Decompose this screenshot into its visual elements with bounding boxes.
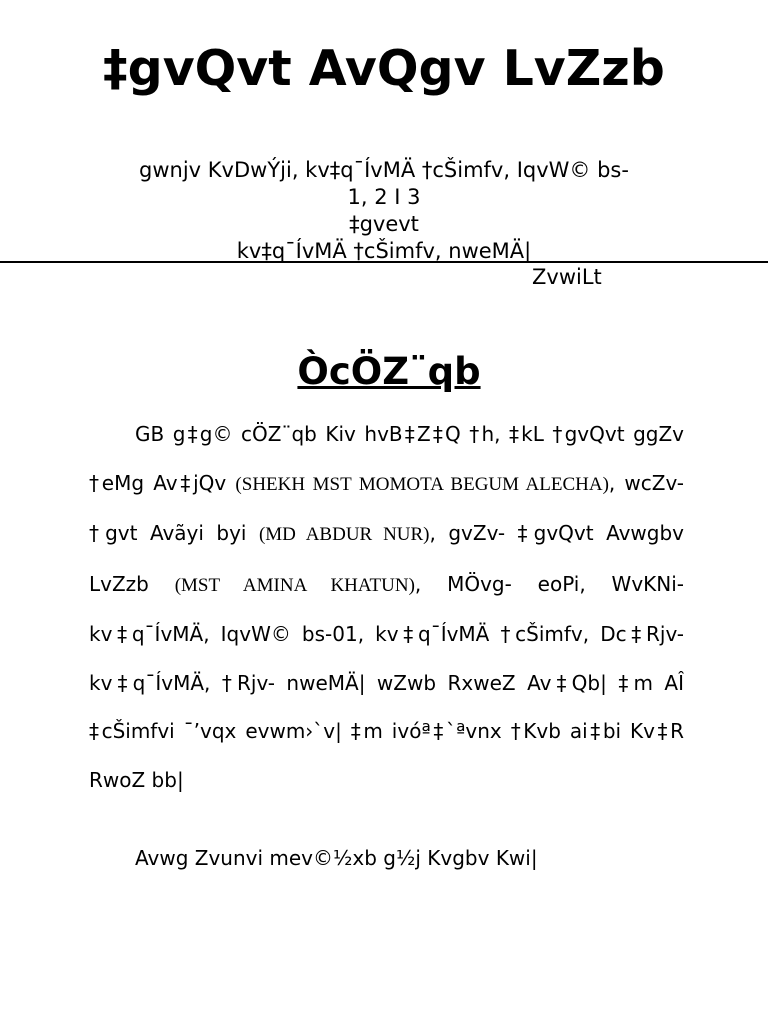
father-name-english: (MD ABDUR NUR) bbox=[258, 524, 430, 545]
document-title: ‡gvQvt AvQgv LvZzb bbox=[103, 40, 665, 97]
certificate-body bbox=[89, 410, 684, 804]
office-line: gwnjv KvDwÝji, kv‡q¯ÍvMÄ †cŠimfv, IqvW© bs- bbox=[139, 158, 629, 182]
body-text-3: , gvZv- ‡gvQvt Avwgbv LvZzb bbox=[89, 521, 684, 596]
body-text-1: GB g‡g© cÖZ¨qb Kiv hvB‡Z‡Q †h, ‡kL †gvQvt ggZv †eMg Av‡jQv bbox=[89, 422, 684, 495]
person-name-english: (SHEKH MST MOMOTA BEGUM ALECHA) bbox=[235, 473, 609, 495]
certificate-heading: ÒcÖZ¨qb bbox=[297, 350, 481, 393]
mother-name-english: (MST AMINA KHATUN) bbox=[174, 574, 415, 596]
body-text-4: , MÖvg- eoPi, WvKNi- kv‡q¯ÍvMÄ, IqvW© bs-01, kv‡q¯ÍvMÄ †cŠimfv, Dc‡Rjv- kv‡q¯ÍvMÄ, †Rjv- nweMÄ| wZwb RxweZ Av‡Qb| ‡m AÎ ‡cŠimfvi ¯’vqx evwm›`v| ‡m ivóª‡`ªvnx †Kvb ai‡bi Kv‡R RwoZ bb| bbox=[89, 571, 685, 792]
ward-line: 1, 2 I 3 bbox=[347, 185, 421, 209]
header-divider bbox=[0, 261, 768, 263]
body-text-2: , wcZv- †gvt Avãyi byi bbox=[89, 470, 684, 545]
date-label: ZvwiLt bbox=[532, 265, 602, 289]
closing-wish: Avwg Zvunvi mev©½xb g½j Kvgbv Kwi| bbox=[135, 846, 538, 870]
address-line: kv‡q¯ÍvMÄ †cŠimfv, nweMÄ| bbox=[236, 239, 532, 263]
mobile-label: ‡gvevt bbox=[349, 212, 419, 236]
